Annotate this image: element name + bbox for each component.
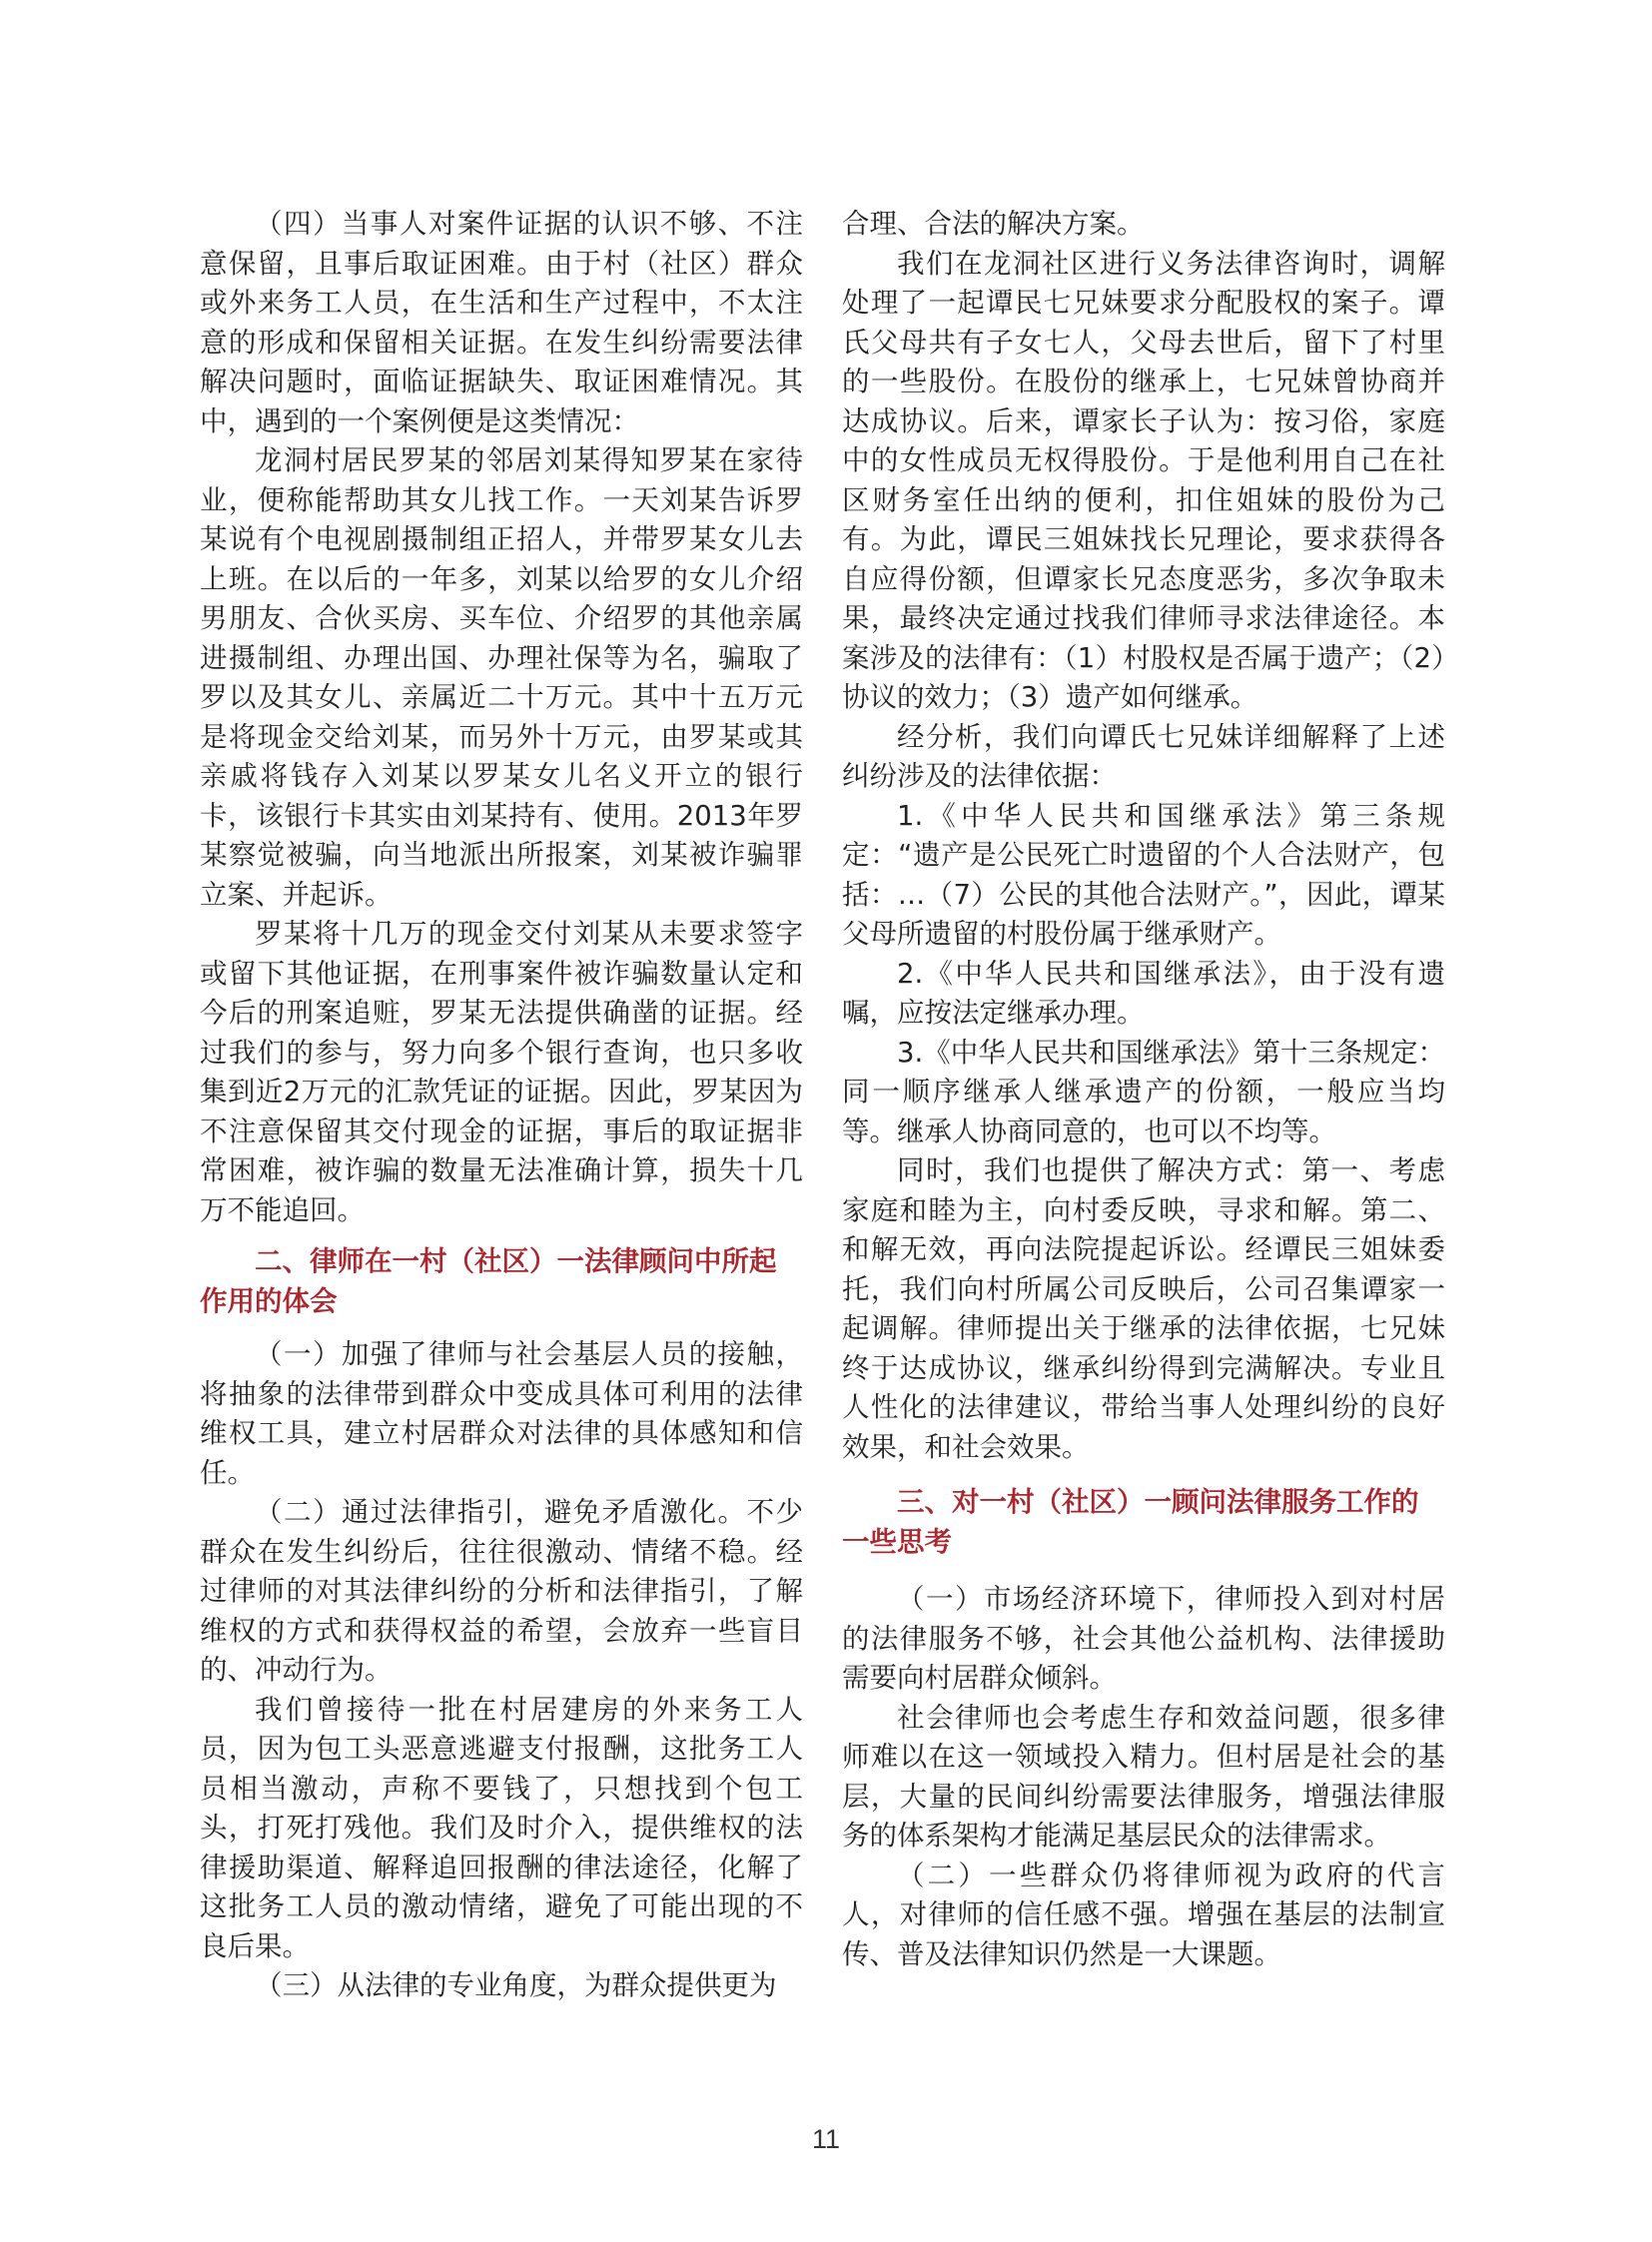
paragraph: 3.《中华人民共和国继承法》第十三条规定：同一顺序继承人继承遗产的份额，一般应当均等。继承人协商同意的，也可以不均等。	[842, 1036, 1445, 1147]
section-heading: 三、对一村（社区）一顾问法律服务工作的一些思考	[842, 1486, 1419, 1558]
paragraph: 罗某将十几万的现金交付刘某从未要求签字或留下其他证据，在刑事案件被诈骗数量认定和今后的刑案追赃，罗某无法提供确凿的证据。经过我们的参与，努力向多个银行查询，也只多收集到近2万元的汇款凭证的证据。因此，罗某因为不注意保留其交付现金的证据，事后的取证据非常困难，被诈骗的数量无法准确计算，损失十几万不能追回。	[200, 918, 803, 1226]
paragraph: 社会律师也会考虑生存和效益问题，很多律师难以在这一领域投入精力。但村居是社会的基层，大量的民间纠纷需要法律服务，增强法律服务的体系架构才能满足基层民众的法律需求。	[842, 1701, 1445, 1852]
paragraph: （一）加强了律师与社会基层人员的接触，将抽象的法律带到群众中变成具体可利用的法律维权工具，建立村居群众对法律的具体感知和信任。	[200, 1338, 803, 1489]
paragraph: （二）一些群众仍将律师视为政府的代言人，对律师的信任感不强。增强在基层的法制宣传、普及法律知识仍然是一大课题。	[842, 1859, 1445, 1970]
left-column	[200, 205, 803, 2006]
paragraph: 我们在龙洞社区进行义务法律咨询时，调解处理了一起谭民七兄妹要求分配股权的案子。谭氏父母共有子女七人，父母去世后，留下了村里的一些股份。在股份的继承上，七兄妹曾协商并达成协议。后来，谭家长子认为：按习俗，家庭中的女性成员无权得股份。于是他利用自己在社区财务室任出纳的便利，扣住姐妹的股份为己有。为此，谭民三姐妹找长兄理论，要求获得各自应得份额，但谭家长兄态度恶劣，多次争取未果，最终决定通过找我们律师寻求法律途径。本案涉及的法律有：（1）村股权是否属于遗产；（2）协议的效力；（3）遗产如何继承。	[842, 247, 1445, 713]
paragraph: 龙洞村居民罗某的邻居刘某得知罗某在家待业，便称能帮助其女儿找工作。一天刘某告诉罗某说有个电视剧摄制组正招人，并带罗某女儿去上班。在以后的一年多，刘某以给罗的女儿介绍男朋友、合伙买房、买车位、介绍罗的其他亲属进摄制组、办理出国、办理社保等为名，骗取了罗以及其女儿、亲属近二十万元。其中十五万元是将现金交给刘某，而另外十万元，由罗某或其亲戚将钱存入刘某以罗某女儿名义开立的银行卡，该银行卡其实由刘某持有、使用。2013年罗某察觉被骗，向当地派出所报案，刘某被诈骗罪立案、并起诉。	[200, 444, 803, 911]
paragraph: 1.《中华人民共和国继承法》第三条规定：“遗产是公民死亡时遗留的个人合法财产，包括：…（7）公民的其他合法财产。”，因此，谭某父母所遗留的村股份属于继承财产。	[842, 799, 1445, 950]
section-heading: 二、律师在一村（社区）一法律顾问中所起作用的体会	[200, 1245, 777, 1317]
paragraph: 合理、合法的解决方案。	[842, 208, 1145, 240]
paragraph: （三）从法律的专业角度，为群众提供更为	[255, 1969, 777, 2001]
paragraph: 同时，我们也提供了解决方式：第一、考虑家庭和睦为主，向村委反映，寻求和解。第二、和解无效，再向法院提起诉讼。经谭民三姐妹委托，我们向村所属公司反映后，公司召集谭家一起调解。律师提出关于继承的法律依据，七兄妹终于达成协议，继承纠纷得到完满解决。专业且人性化的法律建议，带给当事人处理纠纷的良好效果，和社会效果。	[842, 1154, 1445, 1463]
paragraph: 经分析，我们向谭氏七兄妹详细解释了上述纠纷涉及的法律依据：	[842, 720, 1445, 792]
paragraph: （四）当事人对案件证据的认识不够、不注意保留，且事后取证困难。由于村（社区）群众或外来务工人员，在生活和生产过程中，不太注意的形成和保留相关证据。在发生纠纷需要法律解决问题时，面临证据缺失、取证困难情况。其中，遇到的一个案例便是这类情况：	[200, 208, 803, 437]
page-number: 11	[811, 2124, 841, 2154]
paragraph: （二）通过法律指引，避免矛盾激化。不少群众在发生纠纷后，往往很激动、情绪不稳。经过律师的对其法律纠纷的分析和法律指引，了解维权的方式和获得权益的希望，会放弃一些盲目的、冲动行为。	[200, 1496, 803, 1686]
paragraph: 2.《中华人民共和国继承法》，由于没有遗嘱，应按法定继承办理。	[842, 957, 1445, 1029]
paragraph: （一）市场经济环境下，律师投入到对村居的法律服务不够，社会其他公益机构、法律援助需要向村居群众倾斜。	[842, 1583, 1445, 1694]
right-column	[842, 205, 1445, 1974]
paragraph: 我们曾接待一批在村居建房的外来务工人员，因为包工头恶意逃避支付报酬，这批务工人员相当激动，声称不要钱了，只想找到个包工头，打死打残他。我们及时介入，提供维权的法律援助渠道、解释追回报酬的律法途径，化解了这批务工人员的激动情绪，避免了可能出现的不良后果。	[200, 1693, 803, 1962]
